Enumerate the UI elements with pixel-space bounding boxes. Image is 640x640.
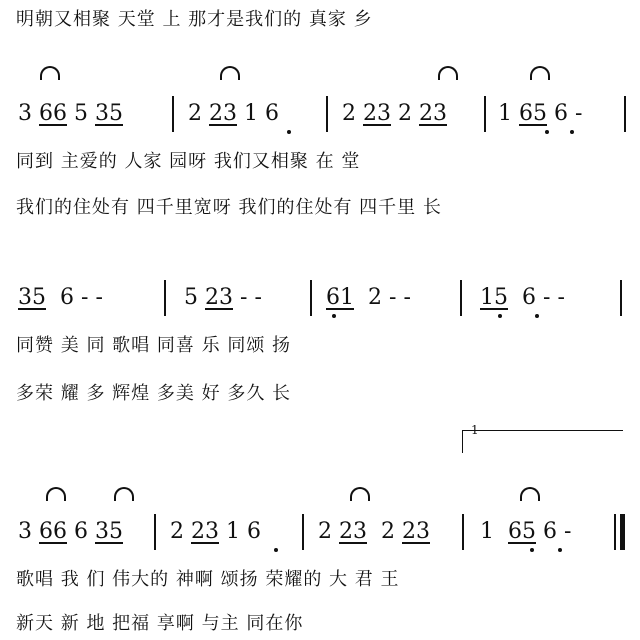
slur-mark xyxy=(220,66,240,80)
volta-number: 1 xyxy=(471,423,479,437)
note: 1 xyxy=(226,519,240,544)
dash: - xyxy=(557,285,565,310)
note-group: 23 xyxy=(205,285,233,310)
note-group: 23 xyxy=(402,519,430,544)
note: 5 xyxy=(184,285,198,310)
low-octave-dot xyxy=(274,548,278,552)
lyric-line-2b: 多荣 耀 多 辉煌 多美 好 多久 长 xyxy=(16,383,292,404)
slur-mark xyxy=(530,66,550,80)
measure-2-4 xyxy=(480,286,565,310)
dash: - xyxy=(575,101,583,126)
low-octave-dot xyxy=(530,548,534,552)
dash: - xyxy=(95,285,103,310)
note-group: 65 xyxy=(508,519,536,544)
dash: - xyxy=(543,285,551,310)
note: 3 xyxy=(18,101,32,126)
low-octave-dot xyxy=(535,314,539,318)
measure-1-4 xyxy=(498,102,582,126)
dash: - xyxy=(564,519,572,544)
low-octave-dot xyxy=(287,130,291,134)
slur-mark xyxy=(520,487,540,501)
note-group: 23 xyxy=(209,101,237,126)
note: 1 xyxy=(244,101,258,126)
barline xyxy=(310,280,312,316)
volta-bracket xyxy=(462,423,623,453)
lyric-line-top: 明朝又相聚 天堂 上 那才是我们的 真家 乡 xyxy=(16,9,373,30)
note-group: 23 xyxy=(419,101,447,126)
measure-3-1 xyxy=(18,520,123,544)
note: 6 xyxy=(247,519,261,544)
note-group: 66 xyxy=(39,101,67,126)
note-group: 35 xyxy=(95,101,123,126)
dash: - xyxy=(403,285,411,310)
measure-3-2 xyxy=(170,520,261,544)
note: 6 xyxy=(522,285,536,310)
note: 6 xyxy=(554,101,568,126)
barline xyxy=(154,514,156,550)
barline xyxy=(484,96,486,132)
measure-1-2 xyxy=(188,102,279,126)
low-octave-dot xyxy=(570,130,574,134)
measure-2-1 xyxy=(18,286,103,310)
note: 2 xyxy=(398,101,412,126)
slur-mark xyxy=(40,66,60,80)
lyric-line-1b: 我们的住处有 四千里宽呀 我们的住处有 四千里 长 xyxy=(16,197,442,218)
lyric-line-3b: 新天 新 地 把福 享啊 与主 同在你 xyxy=(16,613,304,634)
barline xyxy=(172,96,174,132)
note-group: 65 xyxy=(519,101,547,126)
barline xyxy=(462,514,464,550)
measure-2-2 xyxy=(184,286,262,310)
low-octave-dot xyxy=(558,548,562,552)
note: 2 xyxy=(381,519,395,544)
slur-mark xyxy=(438,66,458,80)
note: 2 xyxy=(170,519,184,544)
dash: - xyxy=(81,285,89,310)
slur-mark xyxy=(350,487,370,501)
measure-2-3 xyxy=(326,286,411,310)
measure-1-3 xyxy=(342,102,447,126)
measure-3-4 xyxy=(480,520,571,544)
note: 2 xyxy=(188,101,202,126)
note-group: 23 xyxy=(191,519,219,544)
note: 3 xyxy=(18,519,32,544)
measure-1-1 xyxy=(18,102,123,126)
note-group: 15 xyxy=(480,285,508,310)
low-octave-dot xyxy=(545,130,549,134)
note: 6 xyxy=(74,519,88,544)
note: 2 xyxy=(318,519,332,544)
note-group: 23 xyxy=(339,519,367,544)
lyric-line-1a: 同到 主爱的 人家 园呀 我们又相聚 在 堂 xyxy=(16,151,361,172)
final-barline-thin xyxy=(614,514,616,550)
note: 6 xyxy=(543,519,557,544)
slur-mark xyxy=(46,487,66,501)
note: 1 xyxy=(498,101,512,126)
note: 2 xyxy=(368,285,382,310)
note-group: 23 xyxy=(363,101,391,126)
final-barline-thick xyxy=(620,514,625,550)
note: 5 xyxy=(74,101,88,126)
dash: - xyxy=(254,285,262,310)
note-group: 61 xyxy=(326,285,354,310)
slur-mark xyxy=(114,487,134,501)
lyric-line-2a: 同赞 美 同 歌唱 同喜 乐 同颂 扬 xyxy=(16,335,292,356)
note-group: 66 xyxy=(39,519,67,544)
barline xyxy=(164,280,166,316)
note: 6 xyxy=(60,285,74,310)
barline xyxy=(302,514,304,550)
measure-3-3 xyxy=(318,520,430,544)
dash: - xyxy=(389,285,397,310)
barline xyxy=(460,280,462,316)
low-octave-dot xyxy=(498,314,502,318)
note: 1 xyxy=(480,519,494,544)
barline xyxy=(624,96,626,132)
barline xyxy=(326,96,328,132)
lyric-line-3a: 歌唱 我 们 伟大的 神啊 颂扬 荣耀的 大 君 王 xyxy=(16,569,400,590)
note: 2 xyxy=(342,101,356,126)
dash: - xyxy=(240,285,248,310)
barline xyxy=(620,280,622,316)
note-group: 35 xyxy=(18,285,46,310)
low-octave-dot xyxy=(332,314,336,318)
note-group: 35 xyxy=(95,519,123,544)
note: 6 xyxy=(265,101,279,126)
